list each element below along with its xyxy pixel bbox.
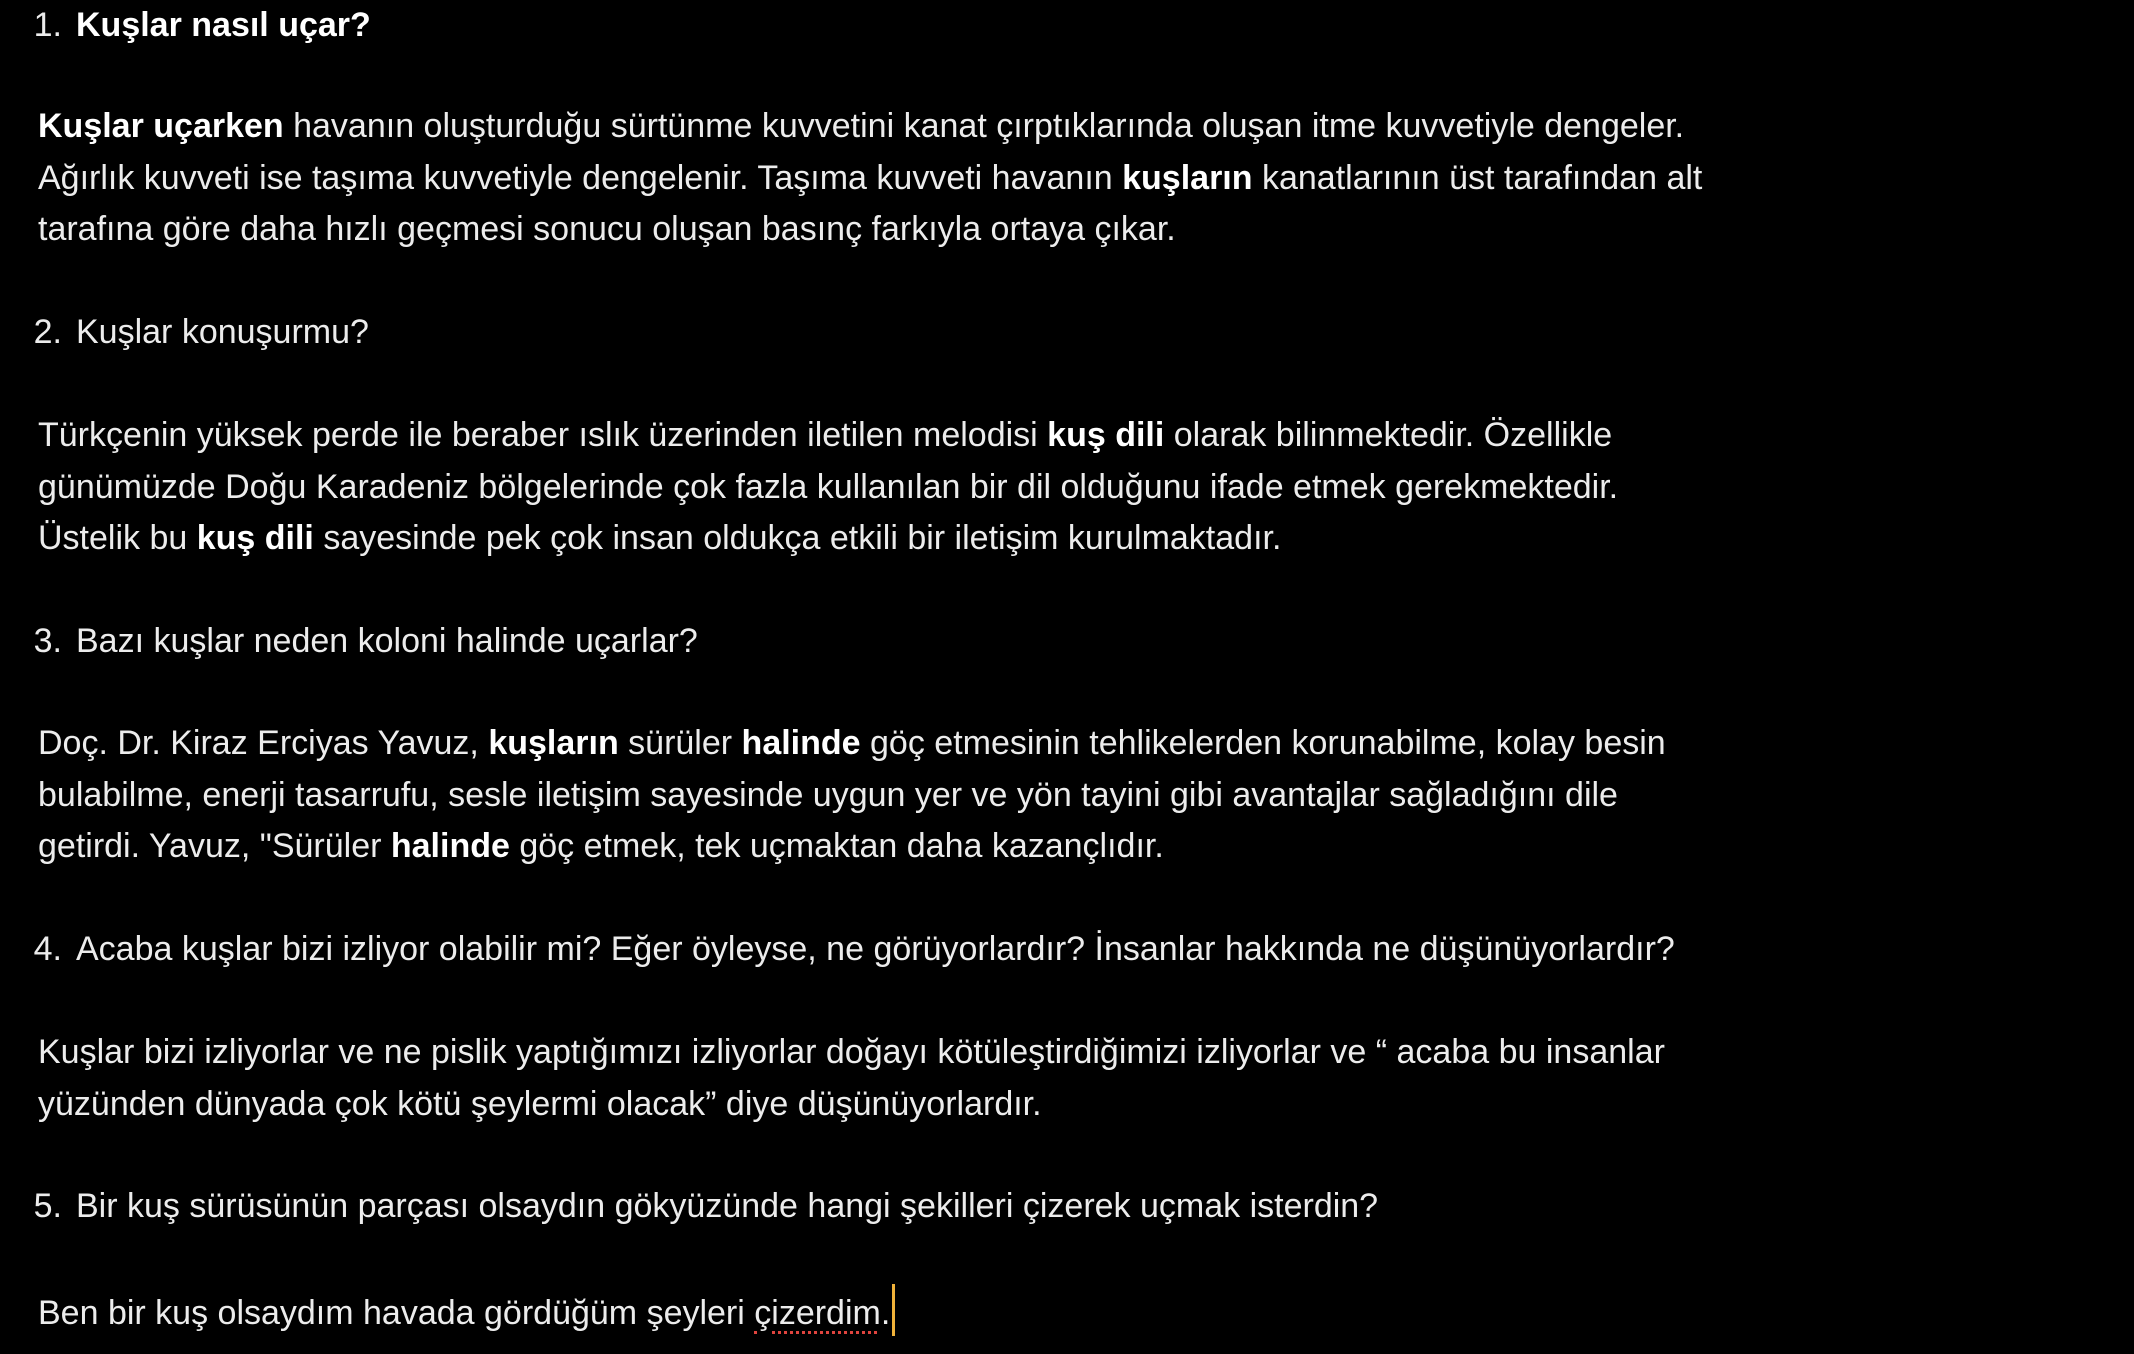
text-line [38,821,2098,873]
answer-4 [38,1027,2098,1130]
bold-text: kuş dili [196,519,314,557]
text-cursor [892,1284,895,1336]
list-number: 5. [33,1187,62,1225]
text-line [38,153,2098,205]
text-span: kanatlarının üst tarafından alt [1252,158,1703,197]
bold-text: kuş dili [1047,416,1165,454]
bold-text: kuşların [488,724,619,762]
misspelled-word[interactable]: çizerdim [754,1294,881,1332]
text-line [38,1284,2098,1340]
text-line: bulabilme, enerji tasarrufu, sesle iletişim sayesinde uygun yer ve yön tayini gibi avantajlar sağladığını dile [38,775,1618,814]
text-span: sürüler [618,724,742,762]
bold-text: kuşların [1122,158,1253,197]
text-line: Kuşlar bizi izliyorlar ve ne pislik yaptığımızı izliyorlar doğayı kötüleştirdiğimizi izliyorlar ve “ acaba bu insanlar [38,1033,1665,1071]
question-3 [33,616,698,667]
text-span: getirdi. Yavuz, "Sürüler [38,827,391,865]
answer-2 [38,410,2098,565]
question-text: Acaba kuşlar bizi izliyor olabilir mi? Eğer öyleyse, ne görüyorlardır? İnsanlar hakkında ne düşünüyorlardır? [76,930,1675,968]
question-1 [33,0,371,51]
text-line: tarafına göre daha hızlı geçmesi sonucu oluşan basınç farkıyla ortaya çıkar. [38,210,1176,248]
text-line: günümüzde Doğu Karadeniz bölgelerinde çok fazla kullanılan bir dil olduğunu ifade etmek gerekmektedir. [38,467,1619,506]
question-5 [33,1181,1379,1232]
answer-3 [38,718,2098,873]
text-line: yüzünden dünyada çok kötü şeylermi olacak” diye düşünüyorlardır. [38,1084,1042,1123]
text-span: havanın oluşturduğu sürtünme kuvvetini kanat çırptıklarında oluşan itme kuvvetiyle dengeler. [283,107,1685,145]
bold-text: halinde [390,827,510,865]
text-span: göç etmek, tek uçmaktan daha kazançlıdır. [509,827,1164,865]
text-span: sayesinde pek çok insan oldukça etkili bir iletişim kurulmaktadır. [313,519,1282,557]
text-span: Türkçenin yüksek perde ile beraber ıslık üzerinden iletilen melodisi [38,416,1048,454]
text-span: Üstelik bu [38,519,197,557]
question-2 [33,307,369,358]
text-span: . [880,1294,891,1332]
list-number: 1. [33,6,62,44]
bold-text: halinde [741,724,861,762]
text-span: göç etmesinin tehlikelerden korunabilme, kolay besin [860,724,1666,762]
question-text: Bir kuş sürüsünün parçası olsaydın gökyüzünde hangi şekilleri çizerek uçmak isterdin? [76,1187,1379,1225]
question-4 [33,924,1675,975]
question-text: Bazı kuşlar neden koloni halinde uçarlar? [76,622,698,660]
text-span: Ağırlık kuvveti ise taşıma kuvvetiyle dengelenir. Taşıma kuvveti havanın [38,158,1123,197]
answer-5 [38,1284,2098,1340]
text-span: olarak bilinmektedir. Özellikle [1164,416,1613,454]
list-number: 2. [33,313,62,351]
answer-1 [38,101,2098,256]
question-text: Kuşlar nasıl uçar? [76,6,371,44]
text-span: Doç. Dr. Kiraz Erciyas Yavuz, [38,724,489,762]
text-line [38,410,2098,462]
list-number: 3. [33,622,62,660]
text-span: Ben bir kuş olsaydım havada gördüğüm şeyleri [38,1294,755,1332]
text-line [38,513,2098,565]
bold-text: Kuşlar uçarken [38,107,284,145]
question-text: Kuşlar konuşurmu? [76,313,369,351]
text-line [38,718,2098,770]
text-line [38,101,2098,153]
list-number: 4. [33,930,62,968]
